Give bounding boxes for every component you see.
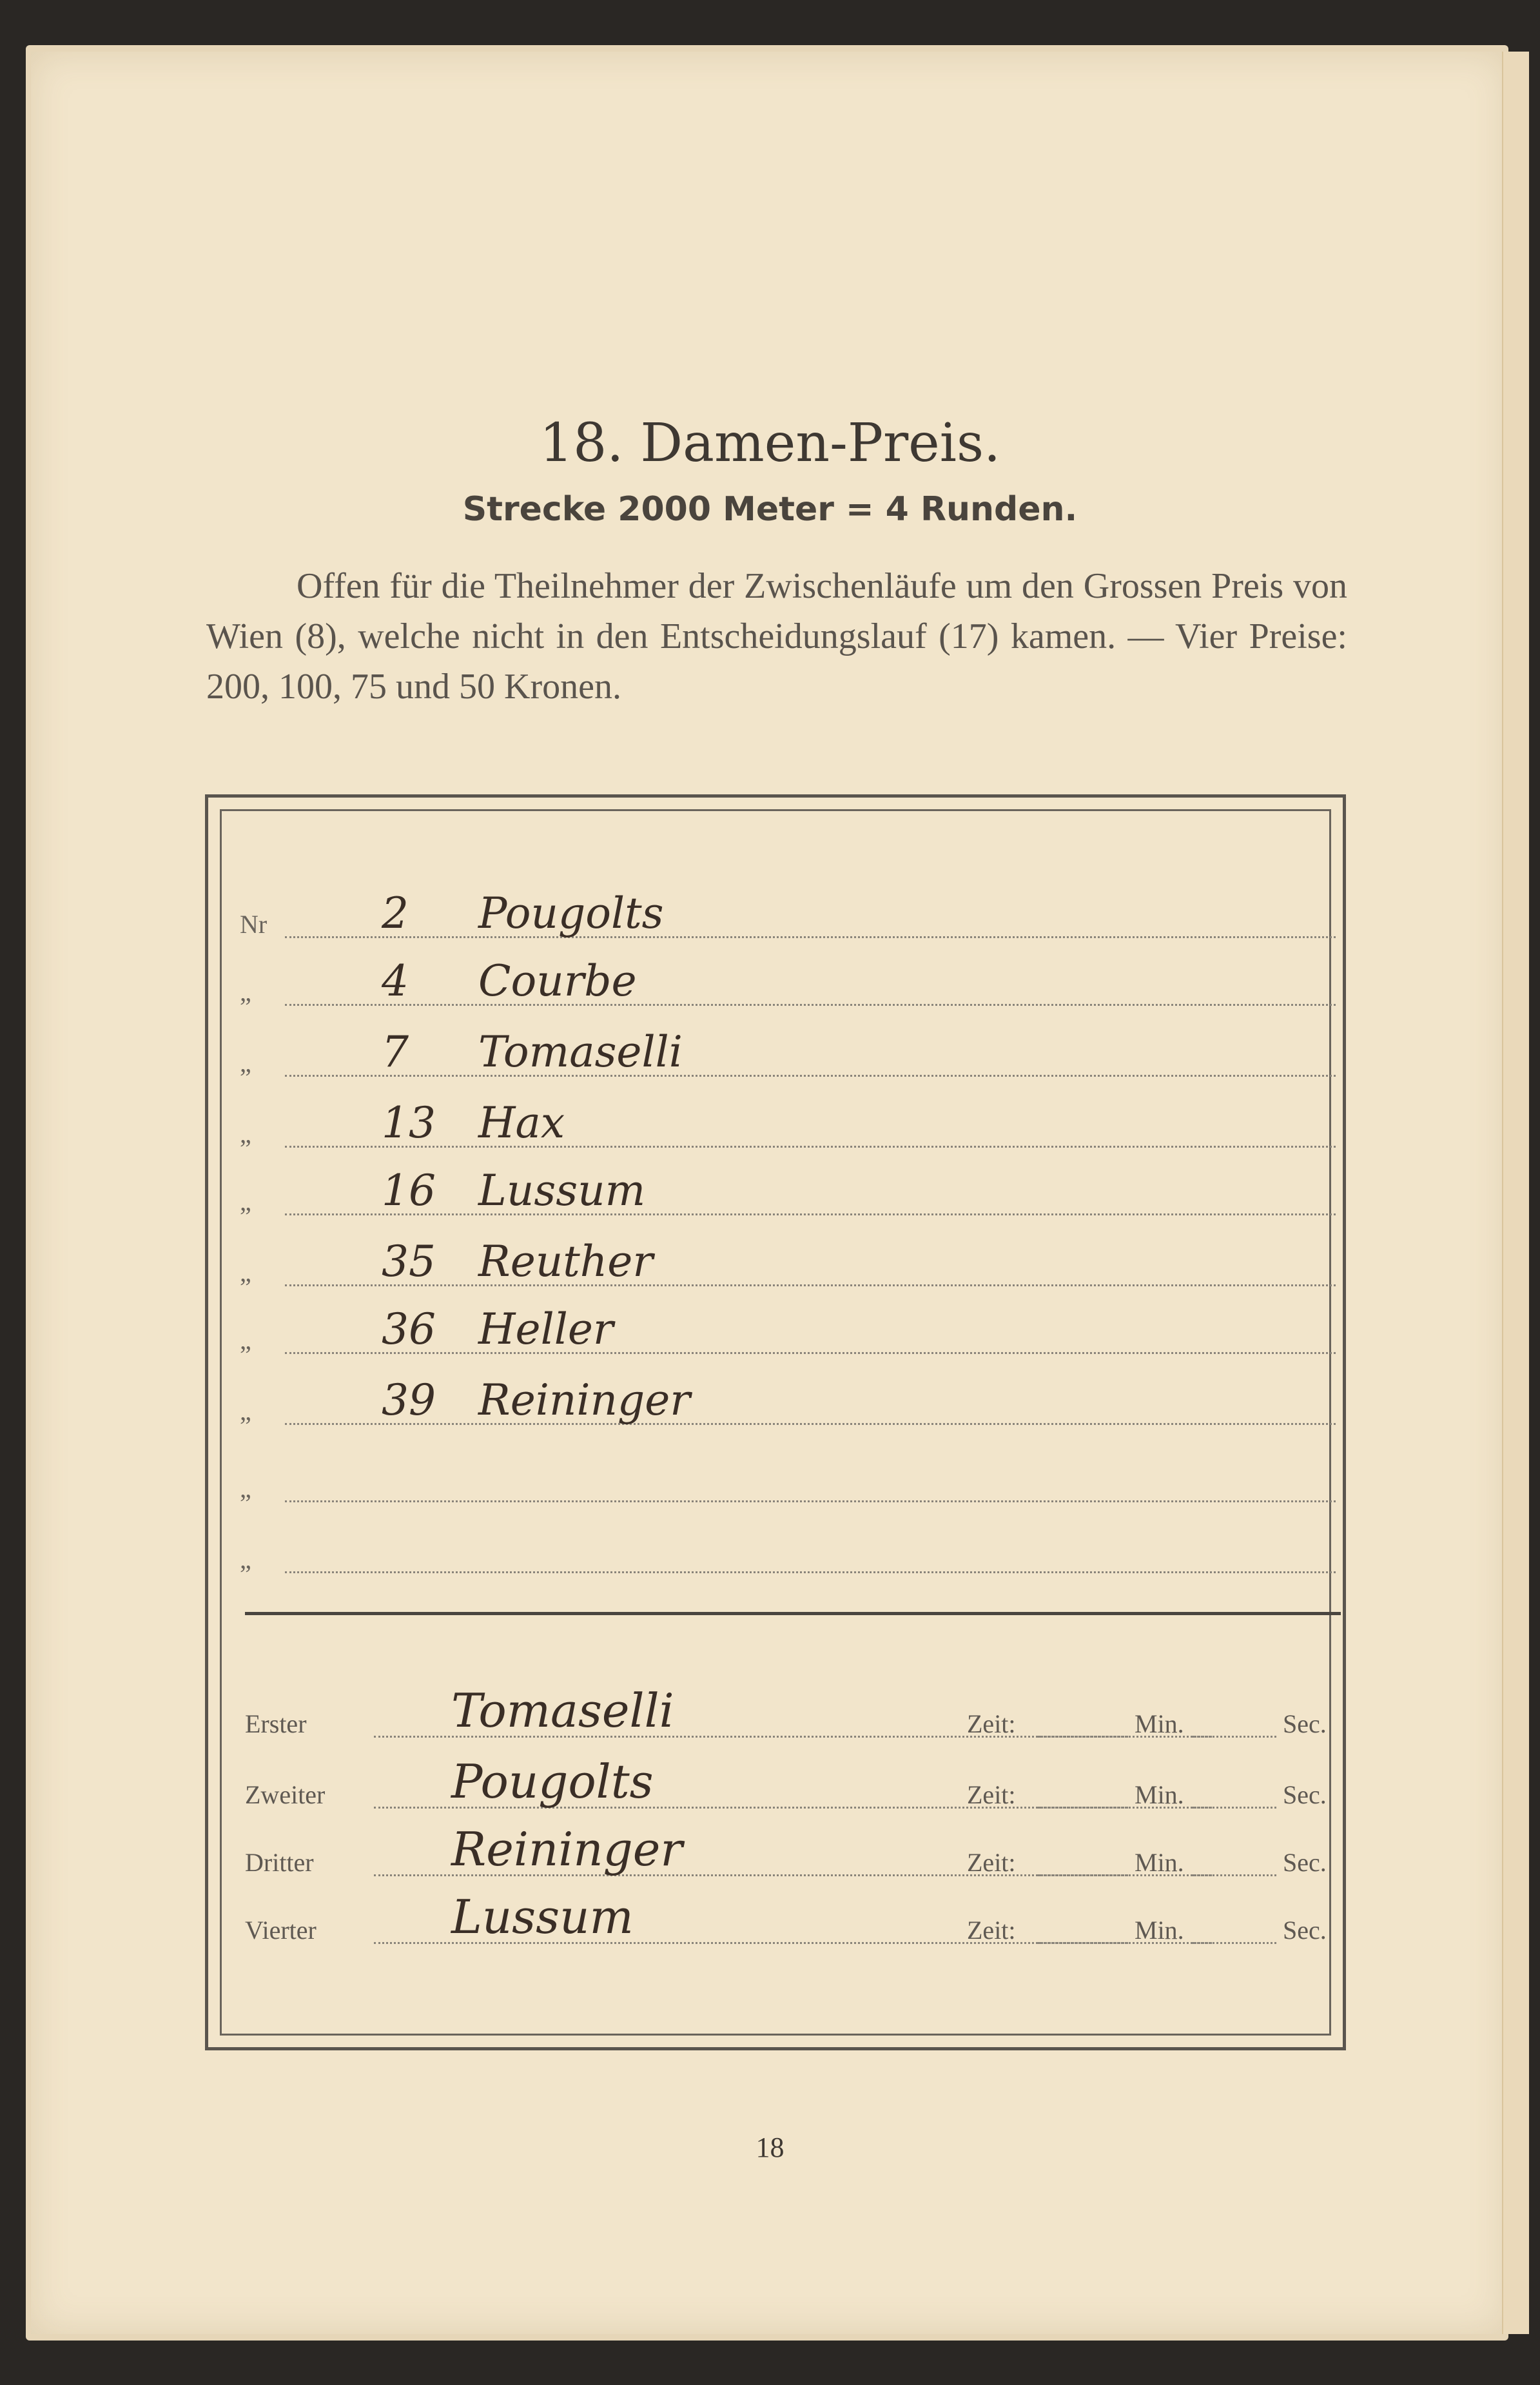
seconds-dotted-line <box>1193 1874 1276 1876</box>
min-label: Min. <box>1135 1780 1184 1809</box>
minutes-dotted-line <box>1038 1942 1128 1944</box>
min-label: Min. <box>1135 1709 1184 1738</box>
entry-dotted-line <box>285 1004 1336 1006</box>
entry-number: 13 <box>382 1098 436 1148</box>
min-label: Min. <box>1135 1916 1184 1945</box>
entry-row <box>240 1166 1336 1222</box>
entry-row <box>240 888 1336 945</box>
entry-dotted-line <box>285 1571 1336 1573</box>
entry-row <box>240 1304 1336 1360</box>
entry-label: „ <box>240 1258 251 1287</box>
entry-dotted-line <box>285 1146 1336 1148</box>
entry-dotted-line <box>285 1213 1336 1215</box>
entry-label: „ <box>240 1048 251 1077</box>
zeit-label: Zeit: <box>967 1848 1016 1877</box>
entry-row <box>240 1528 1336 1580</box>
seconds-dotted-line <box>1193 1736 1276 1738</box>
entry-dotted-line <box>285 1284 1336 1286</box>
entry-dotted-line <box>285 1500 1336 1502</box>
entry-name: Reuther <box>478 1237 653 1286</box>
entry-name: Hax <box>478 1098 565 1148</box>
place-name: Lussum <box>451 1890 634 1944</box>
zeit-label: Zeit: <box>967 1709 1016 1738</box>
section-divider <box>245 1612 1341 1615</box>
entry-name: Pougolts <box>478 888 664 938</box>
race-description: Offen für die Theilnehmer der Zwischenläufe um den Grossen Preis von Wien (8), welche nicht in den Entscheidungslauf (17) kamen. — Vier Preise: 200, 100, 75 und 50 Kronen. <box>206 566 1347 707</box>
next-page-edge <box>1502 52 1529 2334</box>
zeit-label: Zeit: <box>967 1916 1016 1945</box>
entry-dotted-line <box>285 1423 1336 1425</box>
entry-row <box>240 1237 1336 1293</box>
entry-number: 39 <box>382 1375 436 1425</box>
seconds-dotted-line <box>1193 1807 1276 1809</box>
sec-label: Sec. <box>1283 1916 1327 1945</box>
entry-label: „ <box>240 1187 251 1216</box>
entry-name: Courbe <box>478 956 637 1006</box>
minutes-dotted-line <box>1038 1874 1128 1876</box>
result-row <box>245 1822 1341 1883</box>
entry-name: Reininger <box>478 1375 690 1425</box>
place-name: Pougolts <box>451 1754 654 1809</box>
seconds-dotted-line <box>1193 1942 1276 1944</box>
entry-row <box>240 956 1336 1012</box>
entry-dotted-line <box>285 1352 1336 1354</box>
entry-number: 36 <box>382 1304 436 1354</box>
entry-label: „ <box>240 1326 251 1355</box>
result-row <box>245 1683 1341 1744</box>
entry-dotted-line <box>285 936 1336 938</box>
min-label: Min. <box>1135 1848 1184 1877</box>
entry-name: Lussum <box>478 1166 646 1215</box>
result-row <box>245 1754 1341 1815</box>
entry-label: „ <box>240 1119 251 1148</box>
entry-row <box>240 1457 1336 1509</box>
entry-number: 2 <box>382 888 409 938</box>
entry-row <box>240 1098 1336 1154</box>
entry-number: 35 <box>382 1237 436 1286</box>
result-row <box>245 1892 1341 1950</box>
entry-number: 7 <box>382 1027 409 1077</box>
entry-row <box>240 1027 1336 1083</box>
sec-label: Sec. <box>1283 1848 1327 1877</box>
place-label: Zweiter <box>245 1780 326 1809</box>
zeit-label: Zeit: <box>967 1780 1016 1809</box>
minutes-dotted-line <box>1038 1807 1128 1809</box>
place-label: Erster <box>245 1709 307 1738</box>
entry-name: Heller <box>478 1304 614 1354</box>
page-number: 18 <box>755 2132 785 2163</box>
place-name: Tomaselli <box>451 1683 674 1738</box>
entry-label: „ <box>240 1397 251 1426</box>
entry-label: „ <box>240 1545 251 1574</box>
entry-label: „ <box>240 977 251 1006</box>
sec-label: Sec. <box>1283 1709 1327 1738</box>
entry-number: 4 <box>382 956 409 1006</box>
place-name: Reininger <box>451 1822 683 1876</box>
entry-number: 16 <box>382 1166 436 1215</box>
entry-label: Nr <box>240 910 268 939</box>
page-title: 18. Damen-Preis. <box>539 413 1001 474</box>
entry-name: Tomaselli <box>478 1027 683 1077</box>
entry-dotted-line <box>285 1075 1336 1077</box>
entry-label: „ <box>240 1474 251 1503</box>
place-label: Vierter <box>245 1916 317 1945</box>
place-label: Dritter <box>245 1848 314 1877</box>
race-distance: Strecke 2000 Meter = 4 Runden. <box>462 490 1078 529</box>
sec-label: Sec. <box>1283 1780 1327 1809</box>
minutes-dotted-line <box>1038 1736 1128 1738</box>
entry-row <box>240 1375 1336 1431</box>
